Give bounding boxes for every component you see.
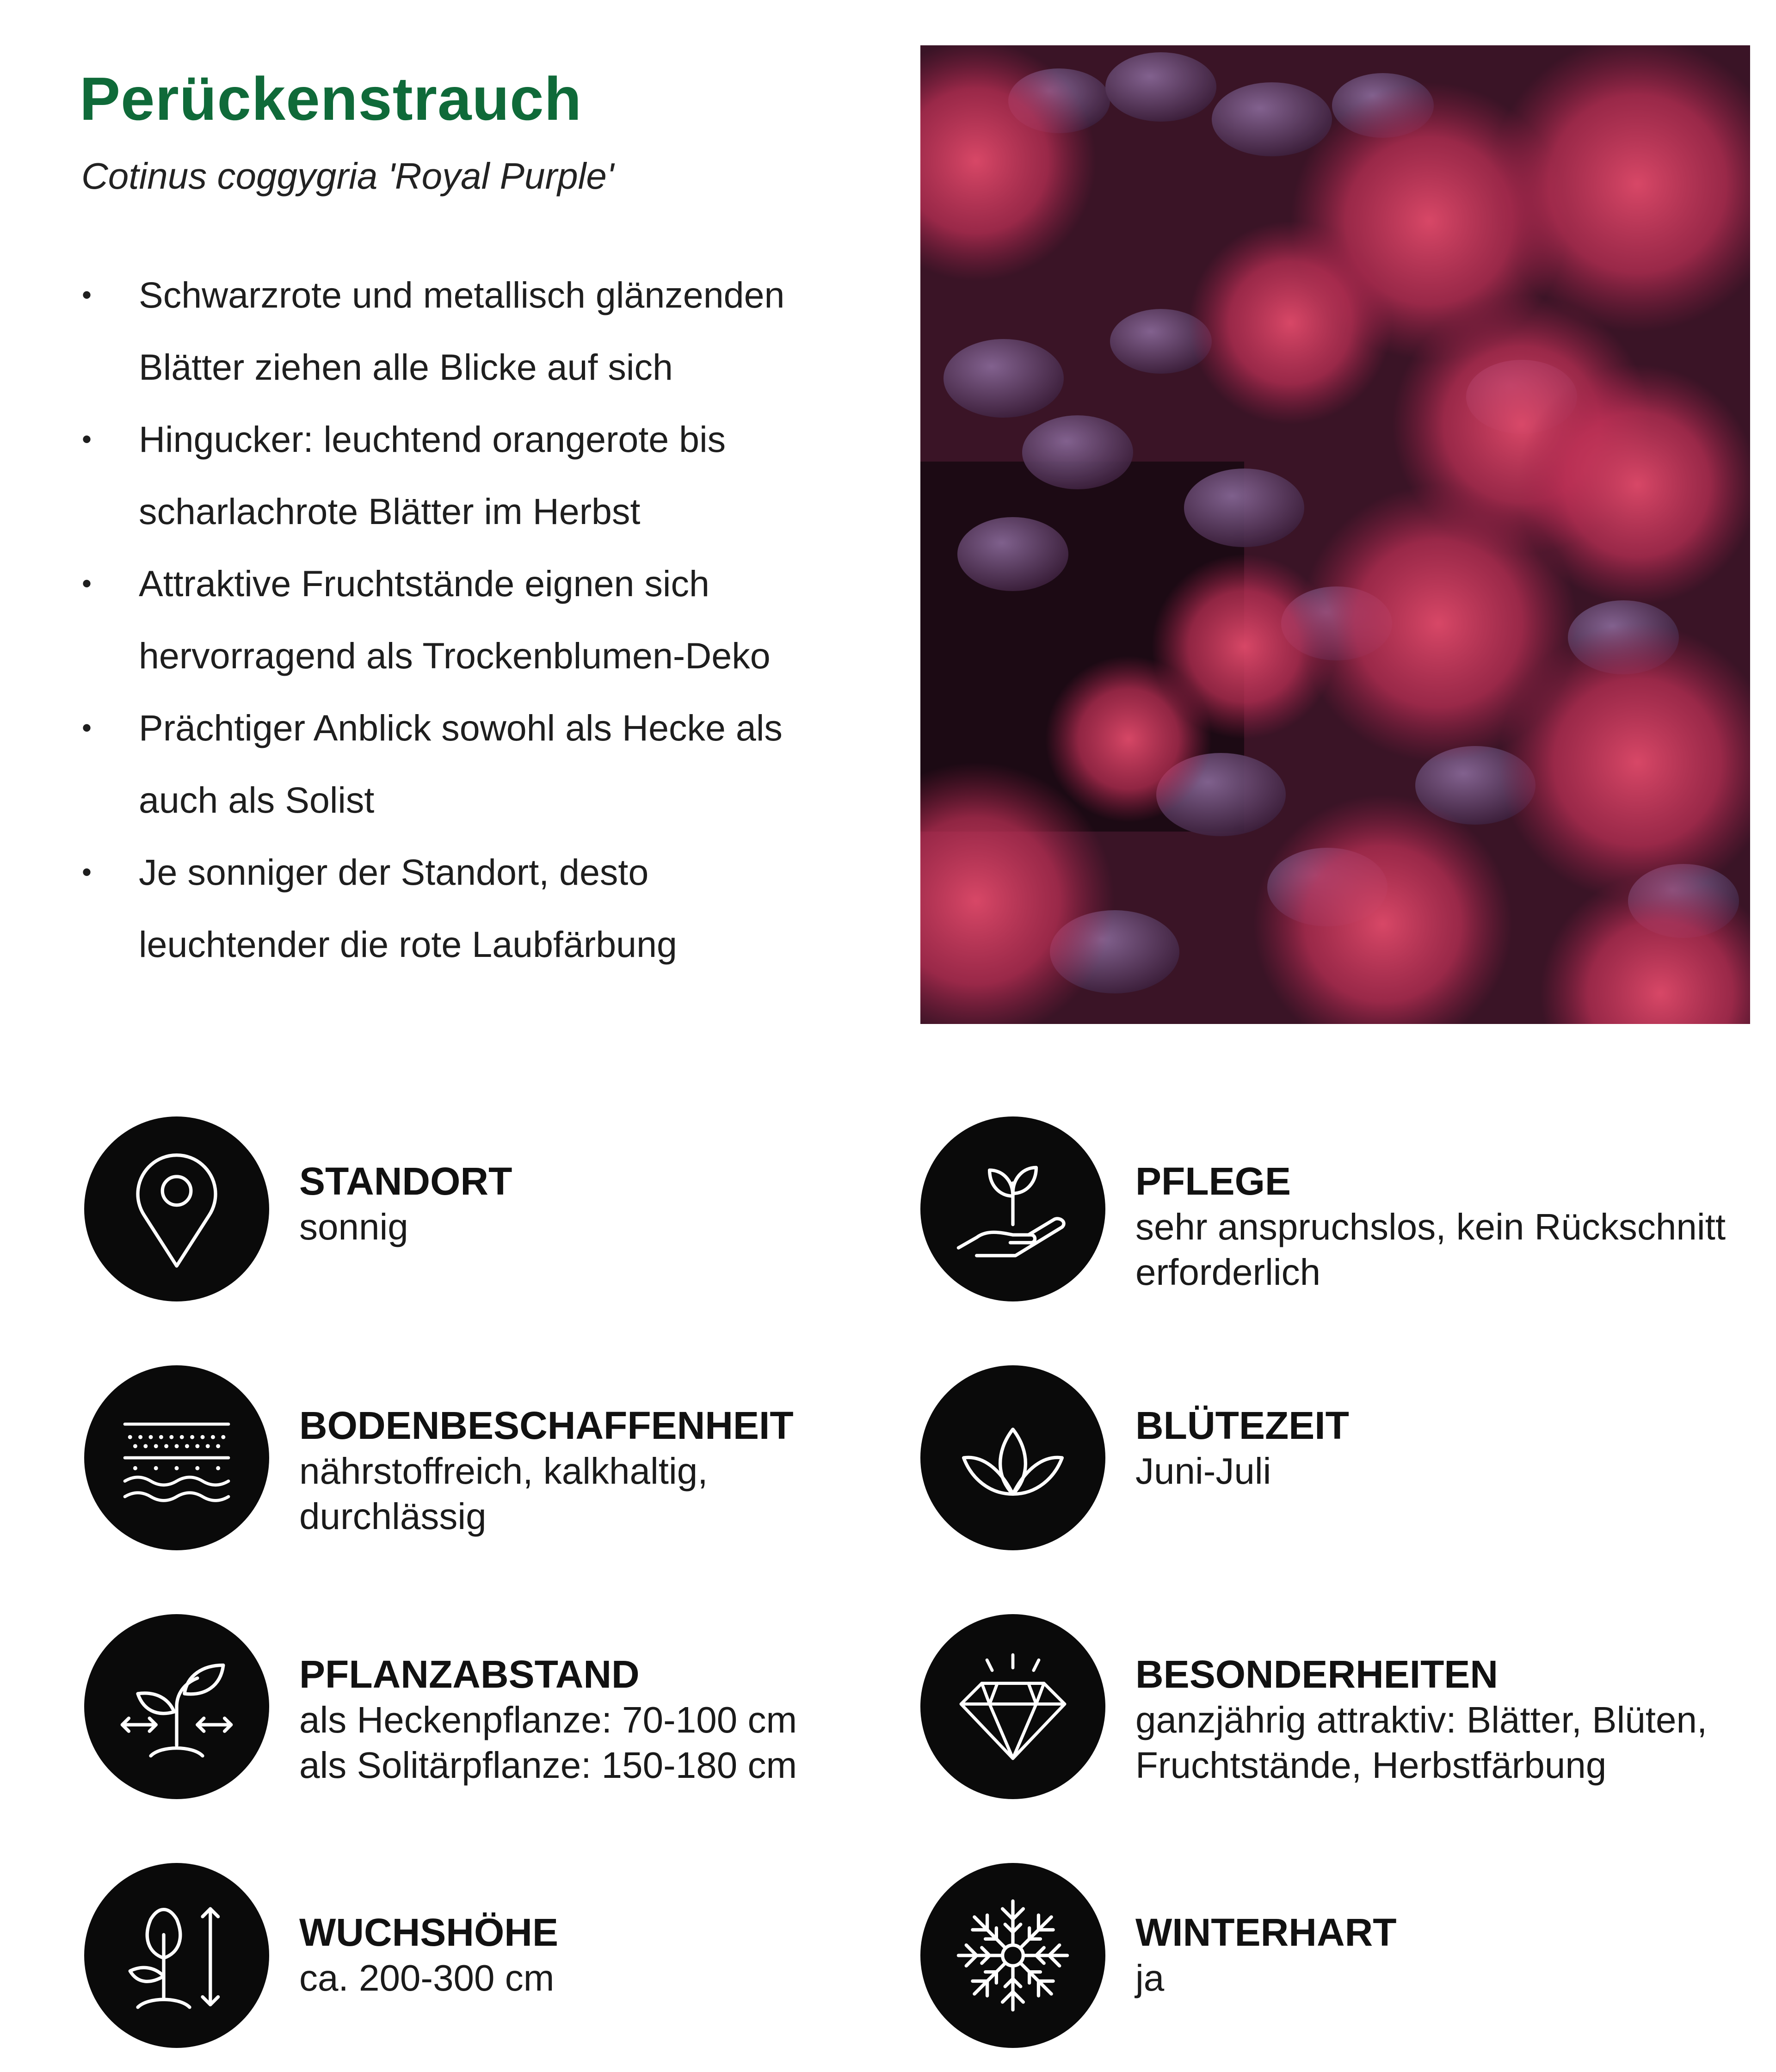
feature-value: ganzjährig attraktiv: Blätter, Blüten, Fruchtstände, Herbstfärbung — [1135, 1699, 1708, 1786]
botanical-name: Cotinus coggygria 'Royal Purple' — [81, 155, 614, 197]
feature-value: ca. 200-300 cm — [299, 1957, 555, 1998]
feature-standort — [84, 1116, 907, 1301]
feature-label: PFLEGE — [1135, 1159, 1291, 1203]
feature-label: BODENBESCHAFFENHEIT — [299, 1404, 794, 1447]
feature-value: als Heckenpflanze: 70-100 cm als Solitärpflanze: 150-180 cm — [299, 1699, 797, 1786]
snowflake-icon — [920, 1863, 1105, 2048]
feature-pflege — [920, 1116, 1744, 1301]
feature-label: WINTERHART — [1135, 1911, 1397, 1954]
bullet-item: • Schwarzrote und metallisch glänzenden Blätter ziehen alle Blicke auf sich — [82, 274, 785, 388]
feature-label: BLÜTEZEIT — [1135, 1404, 1349, 1447]
feature-value: nährstoffreich, kalkhaltig, durchlässig — [299, 1450, 708, 1537]
location-pin-icon — [84, 1116, 269, 1301]
page-title: Perückenstrauch — [80, 65, 582, 133]
feature-value: sonnig — [299, 1206, 408, 1247]
plant-spacing-icon — [84, 1614, 269, 1799]
bullet-item: • Je sonniger der Standort, desto leuchtender die rote Laubfärbung — [82, 851, 677, 965]
feature-label: STANDORT — [299, 1159, 512, 1203]
lotus-icon — [920, 1365, 1105, 1550]
feature-pflanzabstand — [84, 1614, 907, 1799]
tree-height-icon — [84, 1863, 269, 2048]
feature-label: PFLANZABSTAND — [299, 1653, 640, 1696]
bullet-item: • Prächtiger Anblick sowohl als Hecke als auch als Solist — [82, 707, 783, 820]
feature-value: ja — [1135, 1957, 1165, 1998]
feature-winterhart — [920, 1863, 1744, 2048]
soil-layers-icon — [84, 1365, 269, 1550]
hand-sprout-icon — [920, 1116, 1105, 1301]
feature-wuchshoehe — [84, 1863, 907, 2048]
bullet-item: • Hingucker: leuchtend orangerote bis scharlachrote Blätter im Herbst — [82, 419, 726, 532]
smoke-bush-photo — [920, 45, 1750, 1024]
feature-bullet-list — [74, 259, 925, 980]
bullet-item: • Attraktive Fruchtstände eignen sich hervorragend als Trockenblumen-Deko — [82, 563, 771, 676]
diamond-icon — [920, 1614, 1105, 1799]
feature-label: BESONDERHEITEN — [1135, 1653, 1498, 1696]
feature-value: sehr anspruchslos, kein Rückschnitt erforderlich — [1135, 1206, 1726, 1293]
feature-label: WUCHSHÖHE — [299, 1911, 558, 1954]
feature-besonderheiten — [920, 1614, 1744, 1799]
feature-value: Juni-Juli — [1135, 1450, 1271, 1492]
feature-bluetezeit — [920, 1365, 1744, 1550]
feature-bodenbeschaffenheit — [84, 1365, 907, 1550]
